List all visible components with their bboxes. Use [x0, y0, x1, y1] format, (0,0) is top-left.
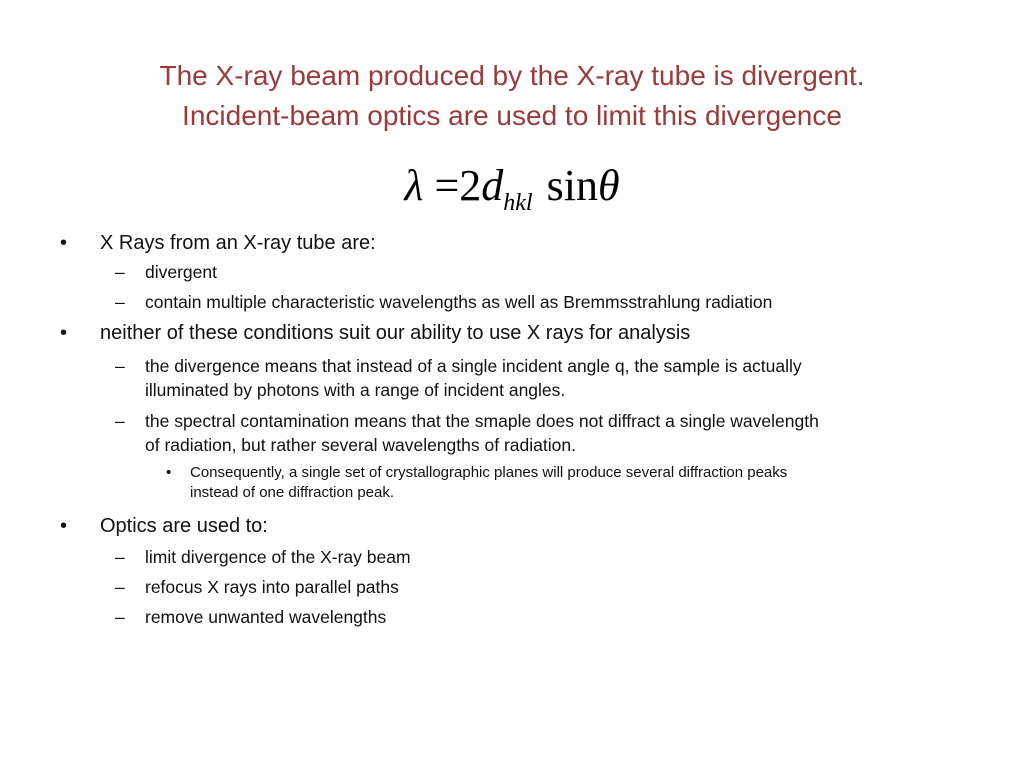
- dash-marker: –: [115, 411, 125, 431]
- list-item-line: illuminated by photons with a range of incident angles.: [145, 380, 566, 400]
- bullet-marker: •: [60, 232, 68, 254]
- list-item-text: contain multiple characteristic wavelengths as well as Bremmsstrahlung radiation: [145, 292, 773, 312]
- dash-marker: –: [115, 547, 125, 567]
- equation-coefficient: 2: [459, 161, 482, 210]
- equation-sin: sin: [546, 161, 598, 210]
- list-item-line: the spectral contamination means that the smaple does not diffract a single wavelength: [145, 411, 819, 431]
- bullet-marker: •: [60, 515, 68, 537]
- dash-marker: –: [115, 607, 125, 627]
- title-line-1: The X-ray beam produced by the X-ray tube is divergent.: [159, 60, 865, 91]
- list-item: [60, 230, 376, 256]
- dash-marker: –: [115, 292, 125, 312]
- list-item-text: X Rays from an X-ray tube are:: [100, 232, 376, 254]
- list-item: [115, 409, 819, 457]
- list-item-text: remove unwanted wavelengths: [145, 607, 387, 627]
- list-item: [60, 320, 691, 346]
- list-item-line: Consequently, a single set of crystallographic planes will produce several diffraction peaks: [190, 464, 788, 481]
- list-item-text: limit divergence of the X-ray beam: [145, 547, 411, 567]
- list-item-line: of radiation, but rather several wavelengths of radiation.: [145, 435, 576, 455]
- list-item: [115, 290, 773, 314]
- list-item: [115, 260, 217, 284]
- title-line-2: Incident-beam optics are used to limit this divergence: [182, 100, 842, 131]
- bullet-marker: •: [60, 322, 68, 344]
- list-item-line: instead of one diffraction peak.: [190, 484, 395, 501]
- list-item: [115, 354, 802, 402]
- list-item: [115, 605, 387, 629]
- list-item: [166, 463, 788, 503]
- list-item-text: neither of these conditions suit our ability to use X rays for analysis: [100, 322, 691, 344]
- list-item-text: refocus X rays into parallel paths: [145, 577, 399, 597]
- list-item: [115, 575, 399, 599]
- equation-theta: θ: [597, 161, 620, 210]
- equation-variable-d: d: [481, 161, 504, 210]
- dash-marker: –: [115, 262, 125, 282]
- list-item: [60, 513, 268, 539]
- list-item: [115, 545, 411, 569]
- equation-subscript: hkl: [503, 190, 533, 216]
- list-item-line: the divergence means that instead of a single incident angle q, the sample is actually: [145, 356, 802, 376]
- bullet-marker: •: [166, 464, 172, 481]
- dash-marker: –: [115, 356, 125, 376]
- dash-marker: –: [115, 577, 125, 597]
- equation-lambda: λ: [404, 161, 424, 210]
- list-item-text: divergent: [145, 262, 217, 282]
- list-item-text: Optics are used to:: [100, 515, 268, 537]
- equation-equals: =: [434, 161, 460, 210]
